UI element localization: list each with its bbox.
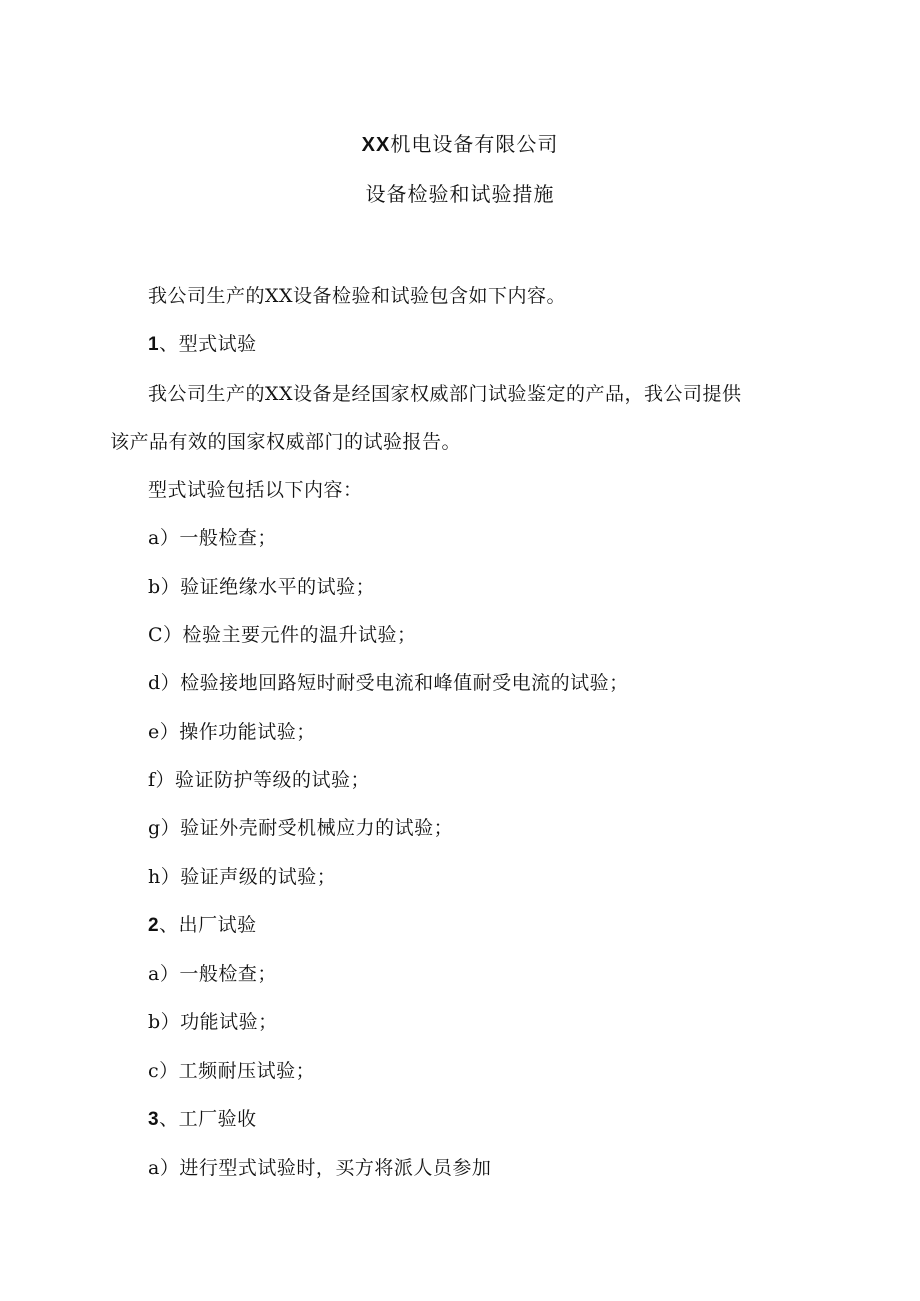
section3-number: 3 bbox=[148, 1109, 160, 1131]
section1-item: C）检验主要元件的温升试验； bbox=[148, 624, 417, 647]
section1-item: b）验证绝缘水平的试验； bbox=[148, 575, 376, 598]
section1-paragraph-line1: 我公司生产的XX设备是经国家权威部门试验鉴定的产品，我公司提供 bbox=[148, 382, 742, 405]
company-title bbox=[0, 130, 920, 159]
section3-heading-text: 、工厂验收 bbox=[159, 1108, 257, 1131]
section2-number: 2 bbox=[148, 914, 160, 936]
company-title-prefix: XX bbox=[361, 134, 391, 156]
section1-item: d）检验接地回路短时耐受电流和峰值耐受电流的试验； bbox=[148, 672, 629, 695]
section1-item: g）验证外壳耐受机械应力的试验； bbox=[148, 817, 454, 840]
company-title-rest: 机电设备有限公司 bbox=[390, 132, 559, 156]
section1-item: a）一般检查； bbox=[148, 527, 277, 550]
section2-heading bbox=[110, 901, 810, 950]
document-body bbox=[110, 272, 810, 1193]
section1-paragraph-line2: 该产品有效的国家权威部门的试验报告。 bbox=[110, 430, 462, 453]
intro-paragraph: 我公司生产的XX设备检验和试验包含如下内容。 bbox=[148, 285, 567, 307]
document-subtitle: 设备检验和试验措施 bbox=[365, 182, 555, 206]
section2-item: b）功能试验； bbox=[148, 1011, 278, 1034]
section3-item: a）进行型式试验时，买方将派人员参加 bbox=[148, 1157, 492, 1180]
section1-item: h）验证声级的试验； bbox=[148, 865, 337, 888]
section1-item: e）操作功能试验； bbox=[148, 720, 316, 743]
section1-heading bbox=[110, 320, 810, 369]
section2-heading-text: 、出厂试验 bbox=[159, 913, 257, 936]
section1-heading-text: 、型式试验 bbox=[159, 333, 257, 356]
section3-heading bbox=[110, 1095, 810, 1144]
section2-item: c）工频耐压试验； bbox=[148, 1059, 316, 1082]
section1-item: f）验证防护等级的试验； bbox=[148, 768, 371, 791]
section1-list-intro: 型式试验包括以下内容： bbox=[148, 479, 363, 502]
section2-item: a）一般检查； bbox=[148, 963, 277, 986]
section1-number: 1 bbox=[148, 334, 160, 356]
